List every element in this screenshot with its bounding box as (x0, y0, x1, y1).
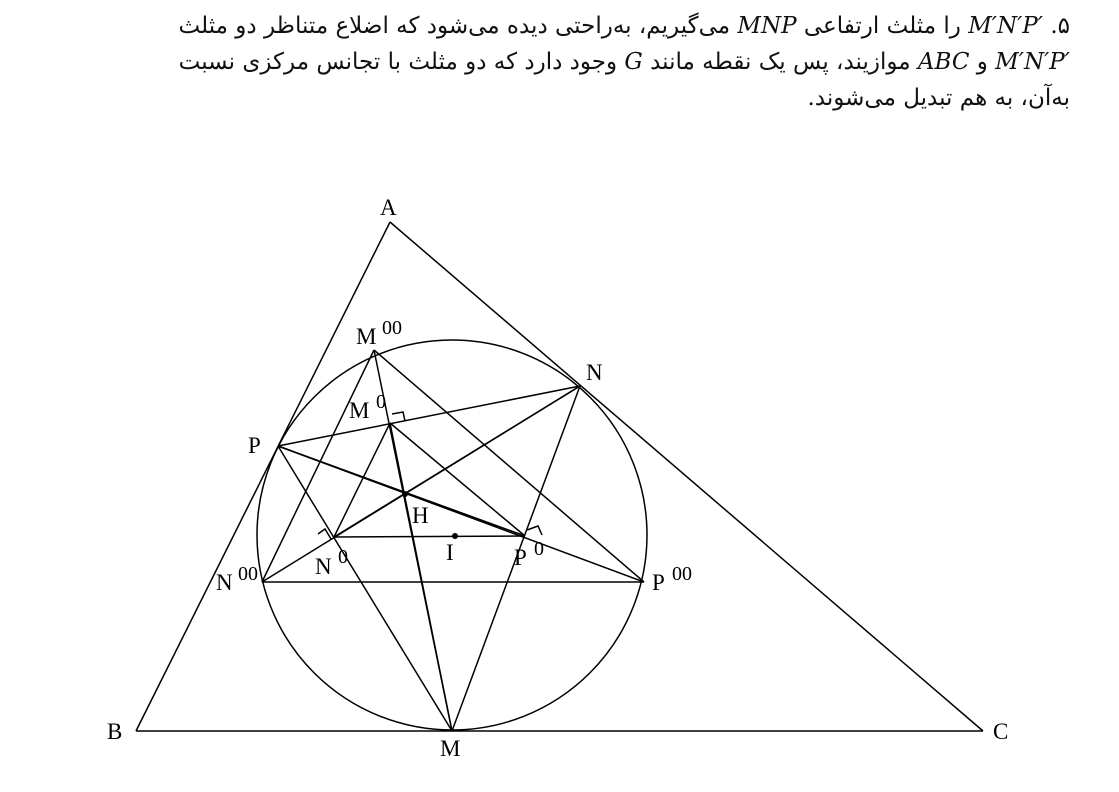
label-c: C (993, 719, 1009, 744)
segment-ac (390, 222, 983, 731)
math-g: G (624, 49, 643, 75)
label-h: H (412, 503, 429, 528)
point-h (402, 491, 408, 497)
problem-number: ۵. (1050, 13, 1070, 39)
line2-text-a: و (976, 49, 988, 75)
label-p1: P (514, 545, 527, 570)
label-m2-sup: 00 (382, 317, 402, 339)
segment-n1-p1 (334, 536, 525, 537)
line2-text-b: موازیند، پس یک نقطه مانند (650, 49, 911, 75)
label-m: M (440, 736, 461, 761)
label-n1-sup: 0 (338, 546, 348, 568)
segment-ab (136, 222, 390, 731)
label-b: B (107, 719, 123, 744)
label-n2-sup: 00 (238, 563, 258, 585)
label-m1: M (349, 398, 370, 423)
segment-pm (278, 446, 452, 731)
line1-text-b: می‌گیریم، به‌راحتی دیده می‌شود که اضلاع متناظر دو مثلث (178, 13, 731, 39)
label-n1: N (315, 554, 332, 579)
label-a: A (380, 195, 397, 220)
segment-p-p2 (278, 446, 644, 582)
segment-p1-m1 (390, 423, 525, 536)
label-p2: P (652, 570, 665, 595)
math-abc: ABC (917, 49, 970, 75)
label-m1-sup: 0 (376, 391, 386, 413)
math-mnp-prime: M′N′P′ (968, 13, 1044, 39)
label-i: I (446, 540, 454, 565)
label-p: P (248, 433, 261, 458)
label-p2-sup: 00 (672, 563, 692, 585)
label-n: N (586, 360, 603, 385)
label-n2: N (216, 570, 233, 595)
line1-text-a: را مثلث ارتفاعی (803, 13, 961, 39)
point-i (452, 533, 458, 539)
line3-text: به‌آن، به هم تبدیل می‌شوند. (807, 85, 1070, 111)
label-p1-sup: 0 (534, 538, 544, 560)
math-mnp-prime-2: M′N′P′ (995, 49, 1070, 75)
right-angle-m1 (392, 412, 405, 421)
line2-text-c: وجود دارد که دو مثلث با تجانس مرکزی نسبت (178, 49, 618, 75)
label-m2: M (356, 324, 377, 349)
right-angle-p1 (527, 526, 542, 535)
math-mnp: MNP (737, 13, 797, 39)
segment-np (278, 386, 580, 446)
